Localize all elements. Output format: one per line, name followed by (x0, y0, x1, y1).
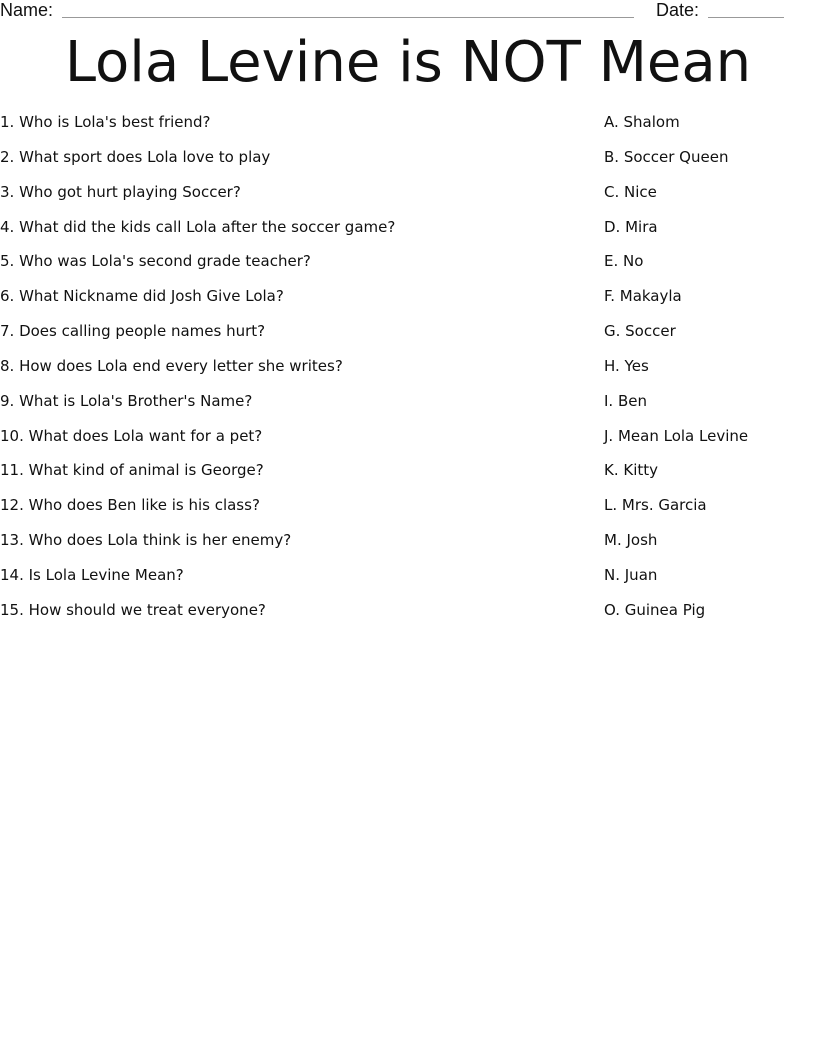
worksheet-title: Lola Levine is NOT Mean (64, 30, 752, 95)
question-item: 4. What did the kids call Lola after the soccer game? (0, 217, 396, 236)
answer-item: N. Juan (604, 565, 658, 584)
answer-item: E. No (604, 252, 644, 271)
answer-item: J. Mean Lola Levine (604, 426, 749, 445)
answer-item: D. Mira (604, 217, 658, 236)
question-item: 11. What kind of animal is George? (0, 461, 264, 480)
answer-item: L. Mrs. Garcia (604, 496, 707, 515)
question-item: 12. Who does Ben like is his class? (0, 496, 260, 515)
question-item: 1. Who is Lola's best friend? (0, 113, 211, 131)
question-item: 15. How should we treat everyone? (0, 600, 266, 619)
name-label: Name: (0, 0, 54, 20)
answer-item: O. Guinea Pig (604, 600, 706, 619)
question-item: 5. Who was Lola's second grade teacher? (0, 252, 311, 271)
answer-item: F. Makayla (604, 287, 682, 306)
question-item: 9. What is Lola's Brother's Name? (0, 391, 253, 410)
answer-item: M. Josh (604, 531, 658, 550)
date-blank-line (708, 17, 784, 18)
answer-item: C. Nice (604, 182, 657, 201)
question-item: 8. How does Lola end every letter she writes? (0, 356, 343, 375)
question-item: 14. Is Lola Levine Mean? (0, 565, 184, 584)
question-item: 6. What Nickname did Josh Give Lola? (0, 287, 284, 306)
worksheet-header (0, 0, 816, 22)
answer-item: G. Soccer (604, 322, 676, 341)
question-item: 13. Who does Lola think is her enemy? (0, 531, 292, 550)
answer-list (604, 111, 814, 634)
question-list (0, 111, 590, 634)
question-item: 2. What sport does Lola love to play (0, 147, 271, 166)
date-label: Date: (656, 0, 700, 20)
question-item: 3. Who got hurt playing Soccer? (0, 182, 241, 201)
question-item: 7. Does calling people names hurt? (0, 322, 266, 341)
name-blank-line (62, 17, 634, 18)
answer-item: H. Yes (604, 356, 649, 375)
answer-item: A. Shalom (604, 113, 680, 131)
answer-item: I. Ben (604, 391, 647, 410)
question-item: 10. What does Lola want for a pet? (0, 426, 263, 445)
answer-item: B. Soccer Queen (604, 147, 729, 166)
answer-item: K. Kitty (604, 461, 659, 480)
